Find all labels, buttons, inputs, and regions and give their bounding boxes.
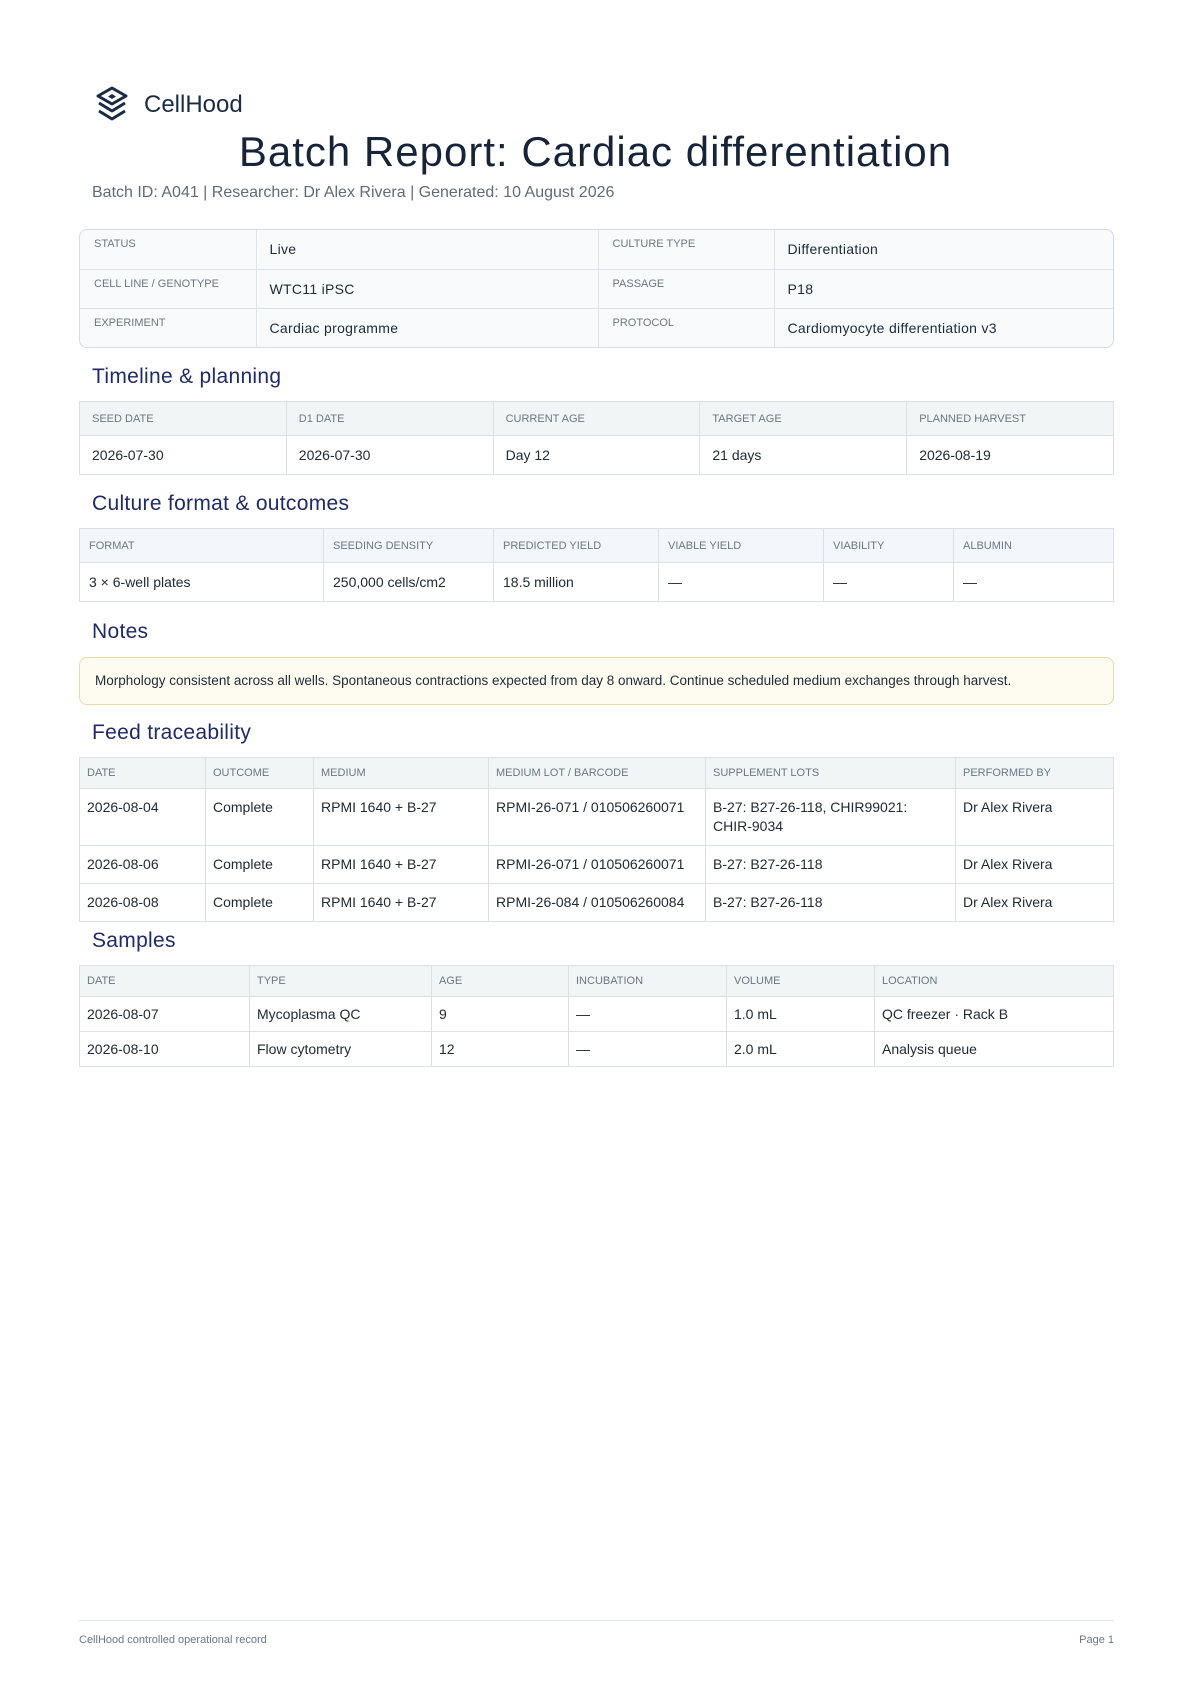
column-header: SEED DATE xyxy=(80,402,287,436)
column-header: DATE xyxy=(80,966,250,997)
cell-line-label: CELL LINE / GENOTYPE xyxy=(80,269,256,308)
feed-table xyxy=(79,757,1114,922)
status-label: STATUS xyxy=(80,230,256,269)
column-header: OUTCOME xyxy=(206,758,314,789)
feed-performed-by: Dr Alex Rivera xyxy=(956,846,1114,884)
timeline-table xyxy=(79,401,1114,475)
column-header: PLANNED HARVEST xyxy=(907,402,1114,436)
table-header-row xyxy=(80,758,1114,789)
feed-performed-by: Dr Alex Rivera xyxy=(956,884,1114,922)
feed-medium: RPMI 1640 + B-27 xyxy=(314,884,489,922)
feed-outcome: Complete xyxy=(206,846,314,884)
feed-heading: Feed traceability xyxy=(92,721,252,744)
table-row xyxy=(80,884,1114,922)
viable-yield-value: — xyxy=(659,563,824,602)
table-header-row xyxy=(80,966,1114,997)
status-value: Live xyxy=(256,230,598,269)
feed-medium: RPMI 1640 + B-27 xyxy=(314,846,489,884)
target-age: 21 days xyxy=(700,436,907,475)
experiment-label: EXPERIMENT xyxy=(80,308,256,347)
summary-row xyxy=(80,230,1113,269)
passage-value: P18 xyxy=(774,269,1113,308)
albumin-value: — xyxy=(954,563,1114,602)
feed-date: 2026-08-04 xyxy=(80,789,206,846)
sample-type: Flow cytometry xyxy=(250,1032,432,1067)
feed-outcome: Complete xyxy=(206,789,314,846)
column-header: VOLUME xyxy=(727,966,875,997)
brand xyxy=(95,86,243,124)
sample-date: 2026-08-07 xyxy=(80,997,250,1032)
sample-age: 9 xyxy=(432,997,569,1032)
samples-heading: Samples xyxy=(92,929,176,952)
sample-age: 12 xyxy=(432,1032,569,1067)
current-age: Day 12 xyxy=(493,436,700,475)
notes-heading: Notes xyxy=(92,620,149,643)
table-row xyxy=(80,846,1114,884)
format-value: 3 × 6-well plates xyxy=(80,563,324,602)
feed-outcome: Complete xyxy=(206,884,314,922)
samples-table xyxy=(79,965,1114,1067)
feed-date: 2026-08-08 xyxy=(80,884,206,922)
column-header: ALBUMIN xyxy=(954,529,1114,563)
culture-type-value: Differentiation xyxy=(774,230,1113,269)
column-header: SUPPLEMENT LOTS xyxy=(706,758,956,789)
feed-supplement-lots: B-27: B27-26-118, CHIR99021: CHIR-9034 xyxy=(706,789,956,846)
table-row xyxy=(80,789,1114,846)
summary-row xyxy=(80,308,1113,347)
table-header-row xyxy=(80,529,1114,563)
timeline-heading: Timeline & planning xyxy=(92,365,282,388)
table-row xyxy=(80,997,1114,1032)
seeding-density-value: 250,000 cells/cm2 xyxy=(324,563,494,602)
planned-harvest: 2026-08-19 xyxy=(907,436,1114,475)
column-header: VIABLE YIELD xyxy=(659,529,824,563)
column-header: INCUBATION xyxy=(569,966,727,997)
feed-medium-lot: RPMI-26-071 / 010506260071 xyxy=(489,789,706,846)
protocol-value: Cardiomyocyte differentiation v3 xyxy=(787,319,997,336)
predicted-yield-value: 18.5 million xyxy=(494,563,659,602)
sample-volume: 1.0 mL xyxy=(727,997,875,1032)
feed-performed-by: Dr Alex Rivera xyxy=(956,789,1114,846)
sample-type: Mycoplasma QC xyxy=(250,997,432,1032)
brand-name: CellHood xyxy=(144,91,243,118)
page-title: Batch Report: Cardiac differentiation xyxy=(238,128,953,175)
notes-box: Morphology consistent across all wells. Spontaneous contractions expected from day 8 onward. Continue scheduled medium exchanges through harvest. xyxy=(79,657,1114,705)
sample-incubation: — xyxy=(569,1032,727,1067)
viability-value: — xyxy=(824,563,954,602)
feed-supplement-lots: B-27: B27-26-118 xyxy=(706,846,956,884)
column-header: FORMAT xyxy=(80,529,324,563)
sample-date: 2026-08-10 xyxy=(80,1032,250,1067)
column-header: SEEDING DENSITY xyxy=(324,529,494,563)
column-header: TARGET AGE xyxy=(700,402,907,436)
column-header: PREDICTED YIELD xyxy=(494,529,659,563)
column-header: DATE xyxy=(80,758,206,789)
experiment-value: Cardiac programme xyxy=(256,308,598,347)
layered-diamond-logo-icon xyxy=(95,86,129,124)
sample-location: QC freezer · Rack B xyxy=(875,997,1114,1032)
column-header: TYPE xyxy=(250,966,432,997)
feed-supplement-lots: B-27: B27-26-118 xyxy=(706,884,956,922)
seed-date: 2026-07-30 xyxy=(80,436,287,475)
protocol-label: PROTOCOL xyxy=(598,308,774,347)
sample-incubation: — xyxy=(569,997,727,1032)
passage-label: PASSAGE xyxy=(598,269,774,308)
sample-volume: 2.0 mL xyxy=(727,1032,875,1067)
table-row xyxy=(80,1032,1114,1067)
column-header: D1 DATE xyxy=(286,402,493,436)
column-header: VIABILITY xyxy=(824,529,954,563)
feed-date: 2026-08-06 xyxy=(80,846,206,884)
column-header: AGE xyxy=(432,966,569,997)
batch-summary xyxy=(79,229,1114,348)
culture-type-label: CULTURE TYPE xyxy=(598,230,774,269)
sample-location: Analysis queue xyxy=(875,1032,1114,1067)
page-number: Page 1 xyxy=(1079,1634,1114,1646)
column-header: PERFORMED BY xyxy=(956,758,1114,789)
table-row xyxy=(80,563,1114,602)
column-header: LOCATION xyxy=(875,966,1114,997)
summary-row xyxy=(80,269,1113,308)
culture-table xyxy=(79,528,1114,602)
feed-medium-lot: RPMI-26-071 / 010506260071 xyxy=(489,846,706,884)
column-header: MEDIUM xyxy=(314,758,489,789)
culture-heading: Culture format & outcomes xyxy=(92,492,350,515)
d1-date: 2026-07-30 xyxy=(286,436,493,475)
footer-divider xyxy=(79,1620,1114,1621)
cell-line-value: WTC11 iPSC xyxy=(256,269,598,308)
report-subtitle: Batch ID: A041 | Researcher: Dr Alex Rivera | Generated: 10 August 2026 xyxy=(92,184,615,201)
footer-record-label: CellHood controlled operational record xyxy=(79,1634,267,1646)
feed-medium: RPMI 1640 + B-27 xyxy=(314,789,489,846)
column-header: MEDIUM LOT / BARCODE xyxy=(489,758,706,789)
feed-medium-lot: RPMI-26-084 / 010506260084 xyxy=(489,884,706,922)
column-header: CURRENT AGE xyxy=(493,402,700,436)
table-header-row xyxy=(80,402,1114,436)
table-row xyxy=(80,436,1114,475)
